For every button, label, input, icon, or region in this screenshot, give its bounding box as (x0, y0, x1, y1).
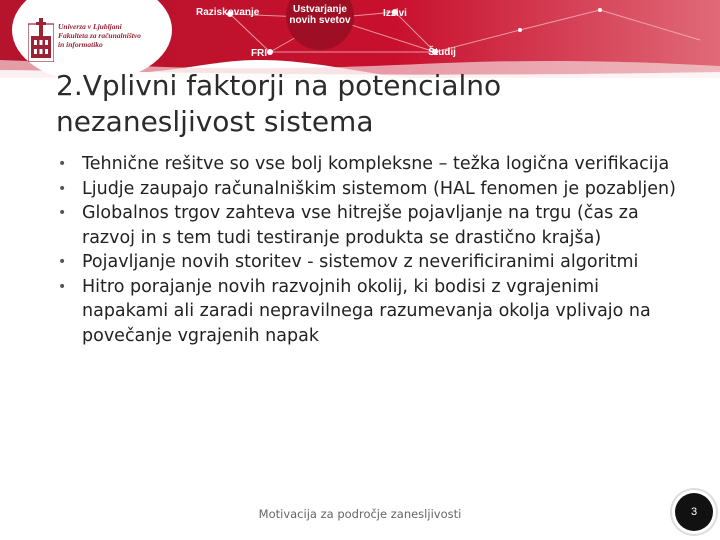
slide-title: 2.Vplivni faktorji na potencialno nezanesljivost sistema (56, 69, 502, 138)
university-logo-icon (28, 18, 54, 62)
bullet-icon: • (58, 254, 67, 270)
nav-raziskovanje-label: Raziskovanje (196, 7, 260, 18)
nav-raziskovanje[interactable] (196, 7, 260, 18)
bullet-icon: • (58, 205, 67, 221)
nav-izzivi[interactable] (380, 8, 410, 19)
bullet-item (58, 250, 678, 275)
bullet-text: Hitro porajanje novih razvojnih okolij, ki bodisi z vgrajenimi napakami ali zaradi nepravilnega razumevanja okolja vplivajo na povečanje vgrajenih napak (82, 276, 651, 346)
nav-ustvarjanje-label: Ustvarjanje novih svetov (289, 4, 351, 26)
nav-ustvarjanje[interactable] (288, 4, 352, 26)
bullet-icon: • (58, 278, 67, 295)
bullet-text: Globalnos trgov zahteva vse hitrejše pojavljanje na trgu (čas za razvoj in s tem tudi testiranje produkta se drastično krajša) (82, 203, 639, 248)
bullet-icon: • (58, 180, 67, 197)
logo-line-2: Fakulteta za računalništvo (58, 31, 141, 40)
bullet-item (58, 177, 678, 202)
nav-fri-label: FRI (250, 48, 268, 59)
bullet-text: Tehnične rešitve so vse bolj kompleksne – težka logična verifikacija (82, 154, 670, 174)
nav-izzivi-label: Izzivi (383, 8, 407, 19)
logo-line-1: Univerza v Ljubljani (58, 22, 122, 31)
page-number: 3 (690, 506, 698, 518)
bullet-item (58, 152, 678, 177)
nav-fri[interactable] (248, 48, 270, 59)
page-number-badge (675, 493, 713, 531)
bullet-text: Ljudje zaupajo računalniškim sistemom (HAL fenomen je pozabljen) (82, 178, 676, 199)
bullet-icon: • (58, 156, 67, 172)
bullet-item (58, 275, 678, 349)
university-logo-text (58, 22, 170, 49)
slide-footer: Motivacija za področje zanesljivosti (258, 507, 462, 521)
bullet-text: Pojavljanje novih storitev - sistemov z neverificiranimi algoritmi (82, 252, 639, 272)
bullet-item (58, 201, 678, 250)
nav-studij[interactable] (424, 47, 460, 58)
bullet-list (58, 152, 678, 348)
logo-line-3: in informatiko (58, 40, 103, 49)
nav-studij-label: Študij (428, 47, 456, 58)
